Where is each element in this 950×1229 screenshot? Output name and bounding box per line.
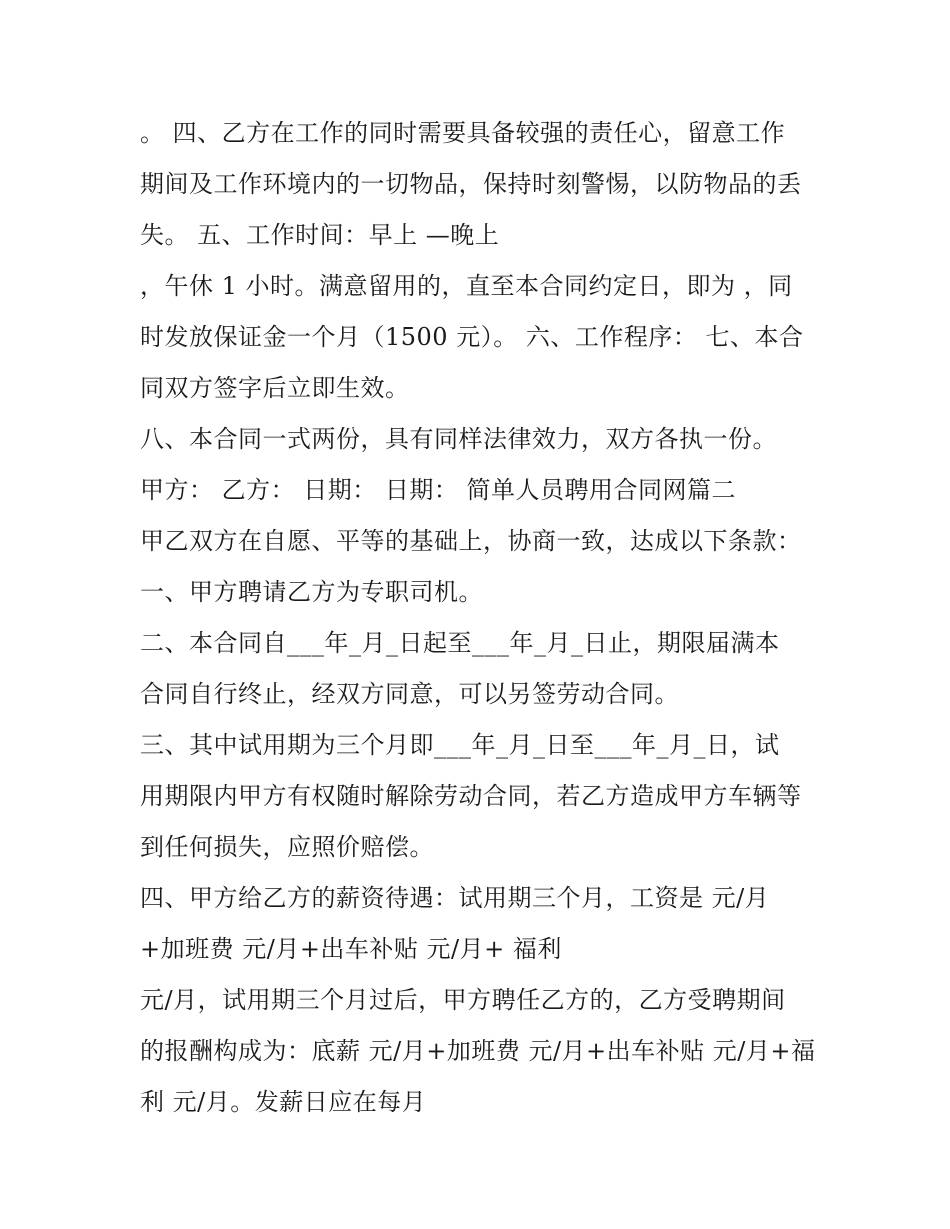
text-line: 二、本合同自___年_月_日起至___年_月_日止，期限届满本 <box>140 629 780 657</box>
text-line: 甲乙双方在自愿、平等的基础上，协商一致，达成以下条款： <box>140 527 802 555</box>
text-line: 到任何损失，应照价赔偿。 <box>140 833 434 861</box>
text-line: 的报酬构成为：底薪 元/月+加班费 元/月+出车补贴 元/月+福 <box>140 1037 816 1065</box>
text-line: 同双方签字后立即生效。 <box>140 374 410 402</box>
text-line: ，午休 1 小时。满意留用的，直至本合同约定日，即为 ，同 <box>140 272 793 300</box>
text-line: 八、本合同一式两份，具有同样法律效力，双方各执一份。 <box>140 425 777 453</box>
text-line: 时发放保证金一个月（1500 元）。 六、工作程序： 七、本合 <box>140 323 804 351</box>
text-line: 元/月，试用期三个月过后，甲方聘任乙方的，乙方受聘期间 <box>140 986 786 1014</box>
text-line: 期间及工作环境内的一切物品，保持时刻警惕，以防物品的丢 <box>140 170 802 198</box>
text-line: 失。 五、工作时间：早上 —晚上 <box>140 221 500 249</box>
contract-text-body <box>140 108 820 1128</box>
text-line: 四、甲方给乙方的薪资待遇：试用期三个月，工资是 元/月 <box>140 884 770 912</box>
text-line: 合同自行终止，经双方同意，可以另签劳动合同。 <box>140 680 679 708</box>
text-line: 三、其中试用期为三个月即___年_月_日至___年_月_日，试 <box>140 731 780 759</box>
text-line: 一、甲方聘请乙方为专职司机。 <box>140 578 483 606</box>
text-line: 利 元/月。发薪日应在每月 <box>140 1088 427 1116</box>
text-line: 。 四、乙方在工作的同时需要具备较强的责任心，留意工作 <box>140 119 786 147</box>
text-line: 用期限内甲方有权随时解除劳动合同，若乙方造成甲方车辆等 <box>140 782 802 810</box>
text-line: 甲方： 乙方： 日期： 日期： 简单人员聘用合同网篇二 <box>140 476 737 504</box>
text-line: +加班费 元/月+出车补贴 元/月+ 福利 <box>140 935 562 963</box>
